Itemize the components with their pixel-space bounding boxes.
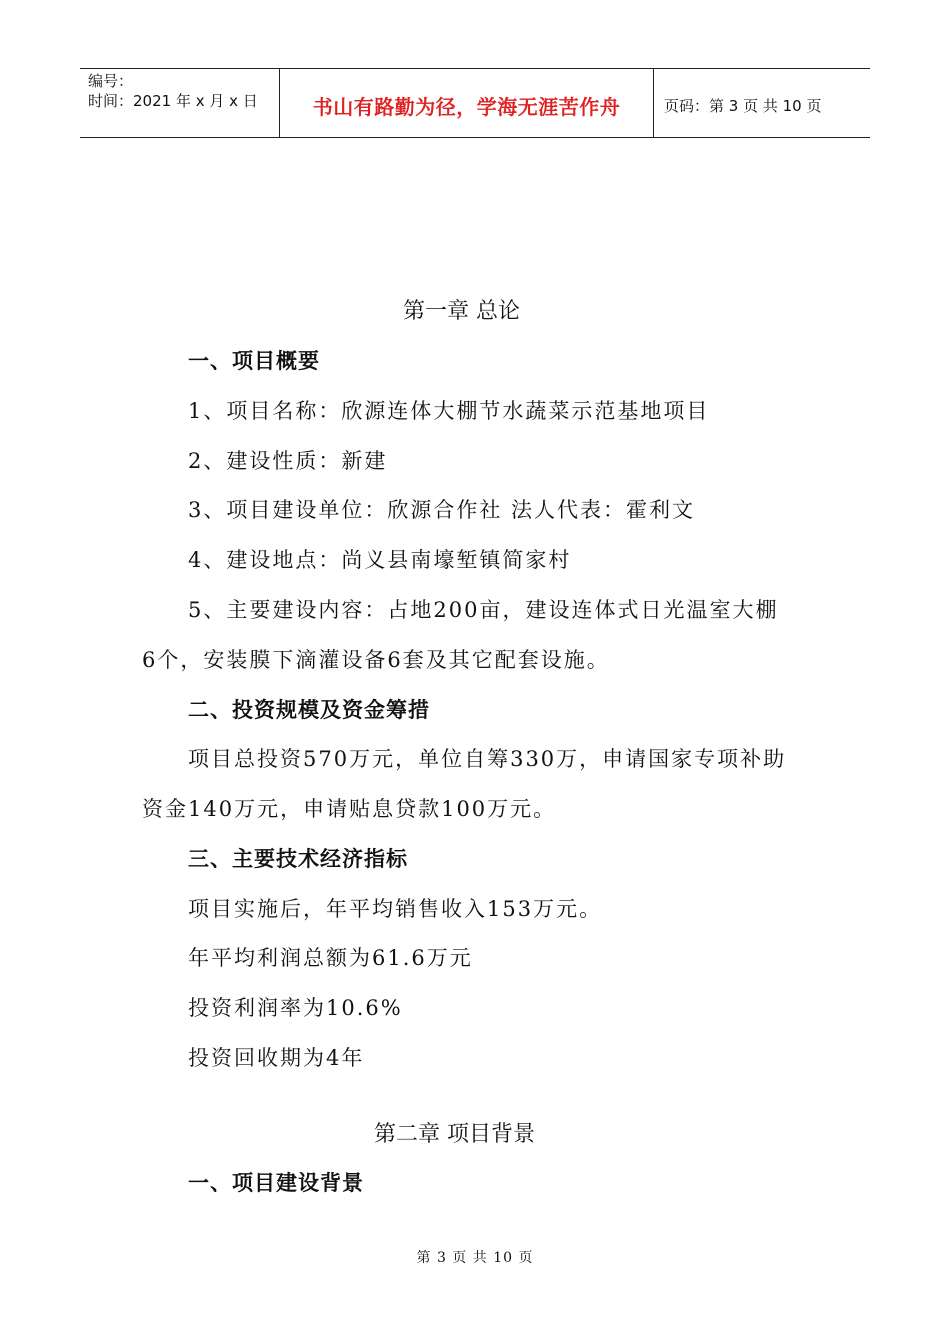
- page-header: [80, 68, 870, 138]
- paragraph-line: 年平均利润总额为61.6万元: [188, 946, 473, 970]
- section-title: 一、项目建设背景: [188, 1171, 364, 1195]
- paragraph-line: 6个，安装膜下滴灌设备6套及其它配套设施。: [142, 648, 610, 672]
- paragraph-line: 资金140万元，申请贴息贷款100万元。: [142, 797, 557, 821]
- paragraph-line: 项目总投资570万元，单位自筹330万，申请国家专项补助: [188, 747, 787, 771]
- section-1-title: 一、项目概要: [188, 349, 320, 373]
- paragraph-line: 投资利润率为10.6%: [188, 996, 403, 1020]
- header-meta: [80, 69, 280, 137]
- paragraph-line: 投资回收期为4年: [188, 1046, 365, 1070]
- paragraph-line: 2、建设性质：新建: [188, 449, 388, 473]
- section-3-title: 三、主要技术经济指标: [188, 847, 408, 871]
- paragraph-line: 项目实施后，年平均销售收入153万元。: [188, 897, 603, 921]
- chapter-2-title: 第二章 项目背景: [374, 1122, 535, 1147]
- chapter-1-title: 第一章 总论: [403, 299, 520, 324]
- paragraph-line: 4、建设地点：尚义县南壕堑镇简家村: [188, 548, 572, 572]
- header-page-code: 页码：第 3 页 共 10 页: [664, 96, 822, 115]
- page-footer: 第 3 页 共 10 页: [416, 1250, 534, 1266]
- header-motto: 书山有路勤为径，学海无涯苦作舟: [280, 69, 654, 137]
- date-label: 时间：2021 年 x 月 x 日: [88, 92, 258, 110]
- paragraph-line: 5、主要建设内容：占地200亩，建设连体式日光温室大棚: [188, 598, 779, 622]
- section-2-title: 二、投资规模及资金筹措: [188, 698, 430, 722]
- paragraph-line: 3、项目建设单位：欣源合作社 法人代表：霍利文: [188, 498, 696, 522]
- paragraph-line: 1、项目名称：欣源连体大棚节水蔬菜示范基地项目: [188, 399, 710, 423]
- number-label: 编号：: [88, 72, 134, 90]
